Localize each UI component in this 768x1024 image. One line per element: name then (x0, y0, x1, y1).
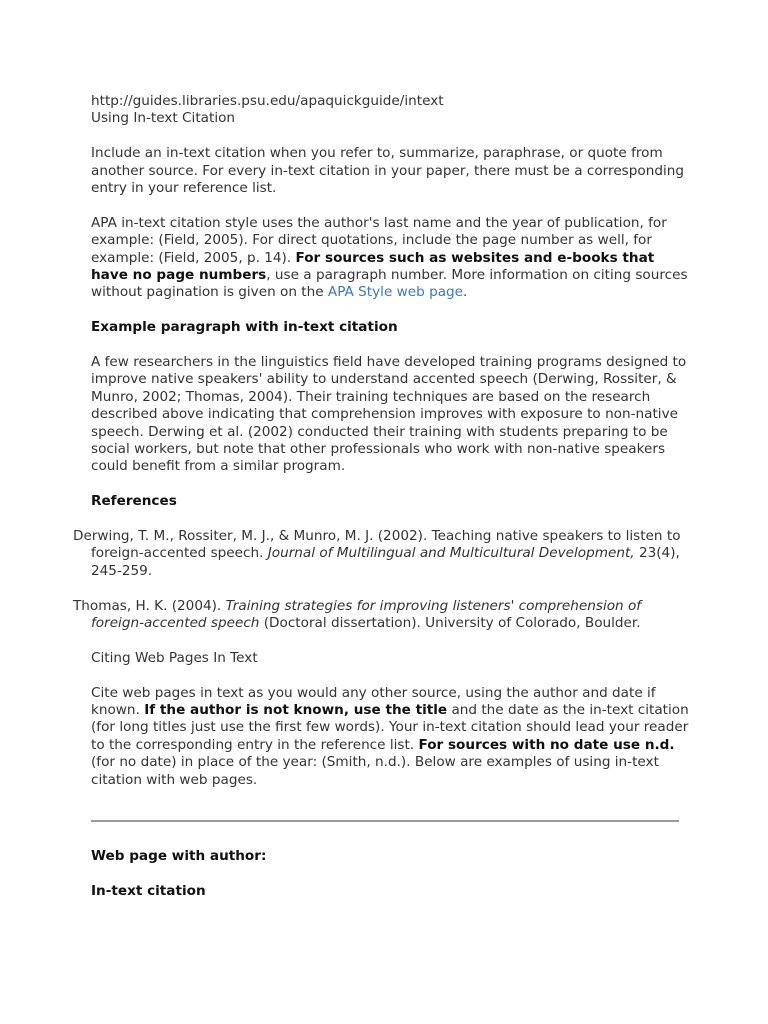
web-text-3: (for no date) in place of the year: (Smith, n.d.). Below are examples of using in-text citation with web pages. (91, 754, 659, 788)
example-paragraph: A few researchers in the linguistics field have developed training programs designed to improve native speakers' ability to understand accented speech (Derwing, Rossiter, & Munro, 2002; Thomas, 2004). Their training techniques are based on the research described above indicating that comprehension improves with exposure to non-native speech. Derwing et al. (2002) conducted their training with students preparing to be social workers, but note that other professionals who work with non-native speakers could benefit from a similar program. (91, 354, 687, 475)
horizontal-divider (91, 820, 679, 822)
web-bold-1: If the author is not known, use the title (144, 702, 448, 719)
reference-entry (73, 528, 691, 580)
reference-lead: Thomas, H. K. (2004). (73, 597, 226, 614)
reference-tail: (Doctoral dissertation). University of Colorado, Boulder. (259, 615, 641, 632)
reference-journal: Journal of Multilingual and Multicultural Development, (267, 545, 635, 562)
style-text-3: . (463, 284, 468, 301)
page-title: Using In-text Citation (91, 110, 236, 127)
style-text-2: , use a paragraph number. More information on citing sources without pagination is given on the (91, 267, 688, 301)
source-url: http://guides.libraries.psu.edu/apaquickguide/intext (91, 93, 444, 109)
intro-paragraph: Include an in-text citation when you refer to, summarize, paraphrase, or quote from another source. For every in-text citation in your paper, there must be a corresponding entry in your reference list. (91, 145, 684, 197)
reference-tail: 23(4), 245-259. (91, 545, 680, 579)
web-pages-paragraph (91, 685, 691, 789)
references-heading: References (91, 493, 177, 510)
apa-style-link[interactable]: APA Style web page (327, 284, 464, 301)
reference-entry (73, 598, 691, 633)
web-text-2: and the date as the in-text citation (for long titles just use the first few words). Your in-text citation should lead your reader to the corresponding entry in the reference list. (91, 702, 689, 753)
reference-lead: Derwing, T. M., Rossiter, M. J., & Munro, M. J. (2002). Teaching native speakers to listen to foreign-accented speech. (73, 528, 681, 562)
in-text-citation-heading: In-text citation (91, 882, 206, 899)
document-content (73, 93, 691, 900)
example-heading: Example paragraph with in-text citation (91, 319, 398, 336)
style-text-1: APA in-text citation style uses the author's last name and the year of publication, for example: (Field, 2005). For direct quotations, include the page number as well, for example: (Field, 2005, p. 14). (91, 214, 667, 266)
web-bold-2: For sources with no date use n.d. (418, 736, 675, 753)
web-pages-subheading: Citing Web Pages In Text (91, 649, 258, 666)
style-bold: For sources such as websites and e-books that have no page numbers (91, 249, 655, 284)
web-page-author-heading: Web page with author: (91, 848, 267, 865)
reference-title: Training strategies for improving listeners' comprehension of foreign-accented speech (91, 597, 642, 632)
style-paragraph (91, 215, 691, 302)
web-text-1: Cite web pages in text as you would any other source, using the author and date if known. (91, 684, 656, 719)
